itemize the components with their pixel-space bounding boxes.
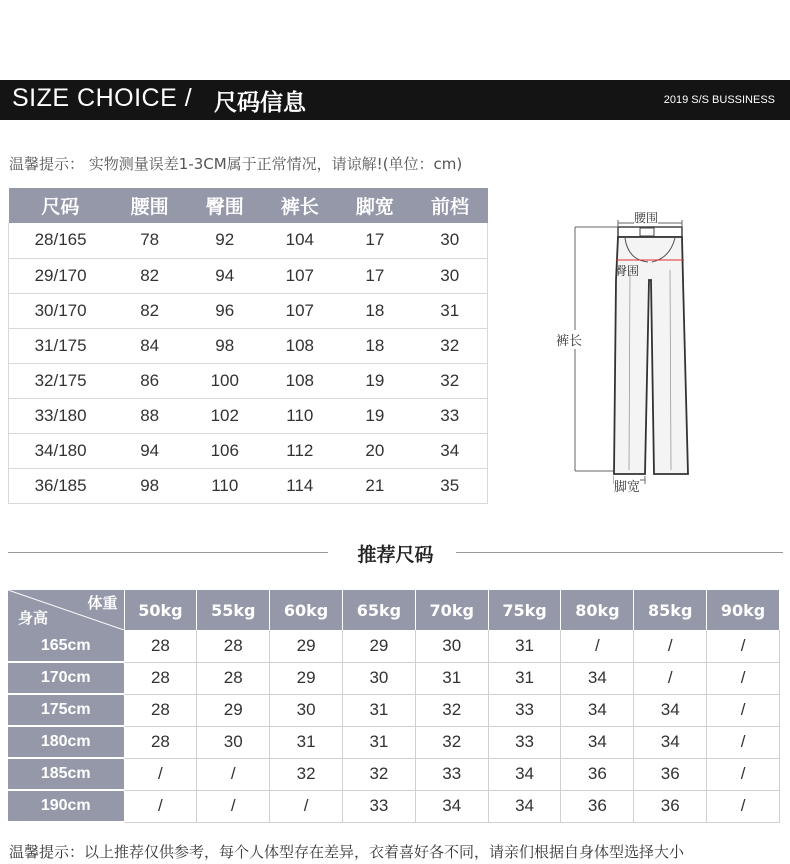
recommended-size-cell: / xyxy=(707,694,780,726)
recommended-size-cell: 34 xyxy=(488,758,561,790)
title-chinese: 尺码信息 xyxy=(214,90,306,116)
measurement-cell: 84 xyxy=(112,328,187,363)
measurement-cell: 94 xyxy=(112,433,187,468)
measurement-cell: 86 xyxy=(112,363,187,398)
size-table-row xyxy=(9,398,488,433)
measurement-cell: 108 xyxy=(262,328,337,363)
recommended-size-cell: 34 xyxy=(415,790,488,822)
measurement-cell: 100 xyxy=(187,363,262,398)
recommended-size-cell: 30 xyxy=(270,694,343,726)
size-table-row xyxy=(9,223,488,258)
size-table-row xyxy=(9,433,488,468)
recommend-title: 推荐尺码 xyxy=(357,544,434,566)
size-code-cell: 30/170 xyxy=(9,293,113,328)
measurement-cell: 18 xyxy=(337,328,412,363)
recommended-size-cell: 29 xyxy=(342,630,415,662)
height-row-header: 190cm xyxy=(8,790,124,822)
size-table-row xyxy=(9,468,488,503)
recommend-row xyxy=(8,694,780,726)
measurement-cell: 19 xyxy=(337,363,412,398)
recommended-size-cell: 31 xyxy=(415,662,488,694)
recommended-size-cell: / xyxy=(707,662,780,694)
size-table-row xyxy=(9,293,488,328)
measurement-cell: 107 xyxy=(262,293,337,328)
recommended-size-cell: / xyxy=(197,758,270,790)
recommended-size-cell: / xyxy=(561,630,634,662)
recommended-size-cell: 36 xyxy=(561,790,634,822)
recommended-size-cell: 31 xyxy=(488,630,561,662)
recommended-size-cell: 34 xyxy=(634,726,707,758)
height-row-header: 185cm xyxy=(8,758,124,790)
recommended-size-cell: 34 xyxy=(488,790,561,822)
recommended-size-cell: 33 xyxy=(488,726,561,758)
measurement-cell: 17 xyxy=(337,223,412,258)
recommend-note: 温馨提示：以上推荐仅供参考，每个人体型存在差异，衣着喜好各不同，请亲们根据自身体型选择大小 xyxy=(9,843,685,861)
recommended-size-cell: 33 xyxy=(488,694,561,726)
size-table-header xyxy=(9,188,488,223)
measurement-cell: 17 xyxy=(337,258,412,293)
pants-diagram xyxy=(550,200,710,500)
size-col-header: 前档 xyxy=(412,188,487,223)
size-code-cell: 29/170 xyxy=(9,258,113,293)
weight-col-header: 65kg xyxy=(342,590,415,630)
measurement-cell: 20 xyxy=(337,433,412,468)
height-row-header: 165cm xyxy=(8,630,124,662)
size-table xyxy=(8,188,488,504)
weight-col-header: 85kg xyxy=(634,590,707,630)
recommended-size-cell: 36 xyxy=(634,790,707,822)
season-label: 2019 S/S BUSSINESS xyxy=(663,94,775,106)
recommended-size-cell: 29 xyxy=(270,630,343,662)
recommended-size-cell: / xyxy=(634,662,707,694)
header-banner xyxy=(0,80,790,120)
weight-col-header: 60kg xyxy=(270,590,343,630)
weight-col-header: 90kg xyxy=(707,590,780,630)
recommended-size-cell: / xyxy=(634,630,707,662)
weight-col-header: 80kg xyxy=(561,590,634,630)
recommended-size-cell: 28 xyxy=(197,630,270,662)
weight-col-header: 50kg xyxy=(124,590,197,630)
recommended-size-cell: / xyxy=(124,790,197,822)
size-code-cell: 31/175 xyxy=(9,328,113,363)
recommended-size-cell: 30 xyxy=(342,662,415,694)
recommended-size-cell: 31 xyxy=(342,726,415,758)
recommended-size-cell: / xyxy=(707,726,780,758)
size-code-cell: 28/165 xyxy=(9,223,113,258)
recommended-size-cell: 36 xyxy=(561,758,634,790)
recommended-size-cell: 31 xyxy=(342,694,415,726)
measurement-cell: 35 xyxy=(412,468,487,503)
measurement-cell: 106 xyxy=(187,433,262,468)
size-col-header: 脚宽 xyxy=(337,188,412,223)
recommended-size-cell: 34 xyxy=(561,662,634,694)
corner-height-label: 身高 xyxy=(18,609,49,627)
recommended-size-cell: 28 xyxy=(124,726,197,758)
recommended-size-cell: 29 xyxy=(197,694,270,726)
measurement-cell: 98 xyxy=(112,468,187,503)
measurement-cell: 110 xyxy=(262,398,337,433)
measurement-cell: 104 xyxy=(262,223,337,258)
recommended-size-cell: 32 xyxy=(415,694,488,726)
recommended-size-cell: 31 xyxy=(270,726,343,758)
recommend-row xyxy=(8,630,780,662)
size-table-row xyxy=(9,363,488,398)
length-label: 裤长 xyxy=(556,330,582,349)
recommend-table-header xyxy=(8,590,780,630)
recommend-table-body xyxy=(8,630,780,822)
measurement-cell: 82 xyxy=(112,258,187,293)
size-table-row xyxy=(9,328,488,363)
waist-label: 腰围 xyxy=(634,211,659,225)
measurement-cell: 21 xyxy=(337,468,412,503)
measurement-cell: 88 xyxy=(112,398,187,433)
measurement-cell: 108 xyxy=(262,363,337,398)
recommended-size-cell: 34 xyxy=(634,694,707,726)
measurement-cell: 114 xyxy=(262,468,337,503)
size-table-body xyxy=(9,223,488,503)
recommended-size-cell: 28 xyxy=(197,662,270,694)
measurement-cell: 31 xyxy=(412,293,487,328)
measurement-cell: 30 xyxy=(412,258,487,293)
size-col-header: 腰围 xyxy=(112,188,187,223)
recommended-size-cell: / xyxy=(197,790,270,822)
size-code-cell: 32/175 xyxy=(9,363,113,398)
measurement-cell: 30 xyxy=(412,223,487,258)
recommended-size-cell: / xyxy=(707,630,780,662)
height-row-header: 175cm xyxy=(8,694,124,726)
recommend-row xyxy=(8,662,780,694)
measurement-note: 温馨提示： 实物测量误差1-3CM属于正常情况，请谅解!(单位：cm) xyxy=(9,155,463,173)
recommend-section-header xyxy=(8,538,783,568)
recommend-row xyxy=(8,790,780,822)
recommended-size-cell: 28 xyxy=(124,662,197,694)
measurement-cell: 98 xyxy=(187,328,262,363)
measurement-cell: 18 xyxy=(337,293,412,328)
size-table-row xyxy=(9,258,488,293)
recommended-size-cell: 36 xyxy=(634,758,707,790)
recommended-size-cell: 30 xyxy=(415,630,488,662)
measurement-cell: 94 xyxy=(187,258,262,293)
measurement-cell: 19 xyxy=(337,398,412,433)
measurement-cell: 82 xyxy=(112,293,187,328)
measurement-cell: 34 xyxy=(412,433,487,468)
size-col-header: 臀围 xyxy=(187,188,262,223)
recommended-size-cell: 34 xyxy=(561,726,634,758)
recommended-size-cell: 32 xyxy=(270,758,343,790)
height-row-header: 170cm xyxy=(8,662,124,694)
measurement-cell: 102 xyxy=(187,398,262,433)
size-code-cell: 34/180 xyxy=(9,433,113,468)
size-col-header: 裤长 xyxy=(262,188,337,223)
measurement-cell: 112 xyxy=(262,433,337,468)
recommended-size-cell: 28 xyxy=(124,630,197,662)
recommend-row xyxy=(8,726,780,758)
hem-label: 脚宽 xyxy=(614,476,640,495)
corner-weight-label: 体重 xyxy=(87,594,118,612)
title-english: SIZE CHOICE / xyxy=(12,84,193,112)
recommended-size-cell: 33 xyxy=(415,758,488,790)
size-col-header: 尺码 xyxy=(9,188,113,223)
recommend-row xyxy=(8,758,780,790)
recommended-size-cell: 29 xyxy=(270,662,343,694)
height-row-header: 180cm xyxy=(8,726,124,758)
recommended-size-cell: 33 xyxy=(342,790,415,822)
weight-col-header: 75kg xyxy=(488,590,561,630)
measurement-cell: 78 xyxy=(112,223,187,258)
corner-cell xyxy=(8,590,124,630)
recommended-size-cell: 34 xyxy=(561,694,634,726)
recommended-size-cell: / xyxy=(270,790,343,822)
recommend-table xyxy=(8,590,780,823)
pants-illustration xyxy=(550,200,710,500)
measurement-cell: 32 xyxy=(412,363,487,398)
hip-label: 臀围 xyxy=(615,264,640,278)
size-code-cell: 33/180 xyxy=(9,398,113,433)
measurement-cell: 110 xyxy=(187,468,262,503)
measurement-cell: 107 xyxy=(262,258,337,293)
measurement-cell: 32 xyxy=(412,328,487,363)
recommended-size-cell: 31 xyxy=(488,662,561,694)
recommended-size-cell: 32 xyxy=(415,726,488,758)
weight-col-header: 55kg xyxy=(197,590,270,630)
measurement-cell: 96 xyxy=(187,293,262,328)
measurement-cell: 33 xyxy=(412,398,487,433)
recommended-size-cell: / xyxy=(124,758,197,790)
weight-col-header: 70kg xyxy=(415,590,488,630)
recommended-size-cell: / xyxy=(707,758,780,790)
measurement-cell: 92 xyxy=(187,223,262,258)
recommended-size-cell: 28 xyxy=(124,694,197,726)
recommended-size-cell: 32 xyxy=(342,758,415,790)
recommended-size-cell: 30 xyxy=(197,726,270,758)
size-code-cell: 36/185 xyxy=(9,468,113,503)
recommended-size-cell: / xyxy=(707,790,780,822)
